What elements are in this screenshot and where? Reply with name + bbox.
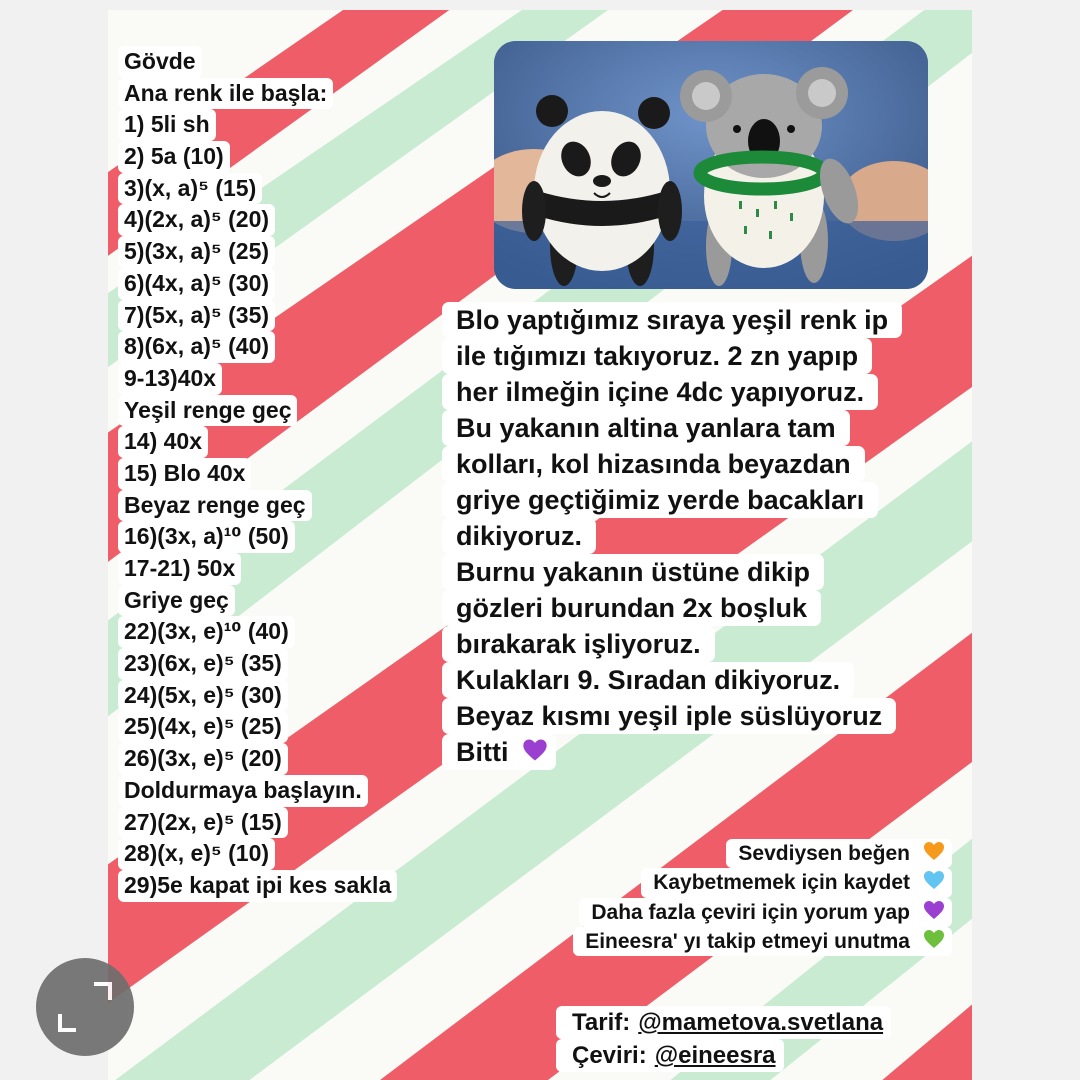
pattern-row-text: 6)(4x, a)⁵ (30) <box>118 268 275 300</box>
pattern-row <box>118 553 397 585</box>
pattern-row-text: 7)(5x, a)⁵ (35) <box>118 300 275 332</box>
recipe-handle-link[interactable]: @mametova.svetlana <box>638 1009 884 1036</box>
pattern-row <box>118 711 397 743</box>
translation-credit: Çeviri:@eineesra <box>556 1039 784 1072</box>
expand-button[interactable] <box>36 958 134 1056</box>
pattern-row <box>118 236 397 268</box>
pattern-row <box>118 458 397 490</box>
pattern-row <box>118 46 397 78</box>
pattern-row-text: 27)(2x, e)⁵ (15) <box>118 807 288 839</box>
cta-text: Daha fazla çeviri için yorum yap <box>585 898 916 927</box>
heart-icon <box>922 839 946 863</box>
pattern-row-text: 15) Blo 40x <box>118 458 251 490</box>
pattern-row-text: 14) 40x <box>118 426 208 458</box>
heart-icon <box>521 736 549 764</box>
pattern-row <box>118 870 397 902</box>
instructions-paragraph <box>442 302 902 770</box>
pattern-row-text: 24)(5x, e)⁵ (30) <box>118 680 288 712</box>
pattern-row <box>118 680 397 712</box>
cta-line <box>573 927 952 956</box>
instruction-text: Burnu yakanın üstüne dikip <box>449 554 817 590</box>
pattern-row <box>118 331 397 363</box>
pattern-row <box>118 426 397 458</box>
pattern-row <box>118 838 397 870</box>
heart-icon <box>922 927 946 951</box>
instruction-line <box>442 302 902 338</box>
pattern-row-text: 1) 5li sh <box>118 109 216 141</box>
heart-icon <box>922 898 946 922</box>
pattern-row <box>118 775 397 807</box>
instruction-text: Kulakları 9. Sıradan dikiyoruz. <box>449 662 847 698</box>
expand-corners-icon <box>36 958 134 1056</box>
cta-line <box>573 898 952 927</box>
instruction-text: her ilmeğin içine 4dc yapıyoruz. <box>449 374 871 410</box>
pattern-row-text: 17-21) 50x <box>118 553 241 585</box>
pattern-row-text: 9-13)40x <box>118 363 222 395</box>
pattern-row <box>118 141 397 173</box>
pattern-row <box>118 268 397 300</box>
instruction-text: gözleri burundan 2x boşluk <box>449 590 814 626</box>
cta-text: Sevdiysen beğen <box>732 839 916 868</box>
pattern-row-text: 2) 5a (10) <box>118 141 230 173</box>
instruction-text: Bu yakanın altina yanlara tam <box>449 410 843 446</box>
pattern-row-text: 22)(3x, e)¹⁰ (40) <box>118 616 295 648</box>
cta-line <box>573 868 952 897</box>
instruction-text: dikiyoruz. <box>449 518 589 554</box>
pattern-row <box>118 363 397 395</box>
instruction-line <box>442 374 902 410</box>
pattern-row <box>118 616 397 648</box>
pattern-row-text: Beyaz renge geç <box>118 490 312 522</box>
pattern-row <box>118 521 397 553</box>
pattern-row <box>118 585 397 617</box>
instruction-line <box>442 410 902 446</box>
instruction-line <box>442 482 902 518</box>
cta-text: Kaybetmemek için kaydet <box>647 868 916 897</box>
pattern-row-text: 23)(6x, e)⁵ (35) <box>118 648 288 680</box>
cta-text: Eineesra' yı takip etmeyi unutma <box>579 927 916 956</box>
pattern-row-text: 5)(3x, a)⁵ (25) <box>118 236 275 268</box>
instruction-line <box>442 338 902 374</box>
pattern-row-text: Yeşil renge geç <box>118 395 297 427</box>
pattern-row-text: 8)(6x, a)⁵ (40) <box>118 331 275 363</box>
instruction-text: Blo yaptığımız sıraya yeşil renk ip <box>449 302 895 338</box>
instruction-text: Beyaz kısmı yeşil iple süslüyoruz <box>449 698 889 734</box>
pattern-row <box>118 109 397 141</box>
pattern-row <box>118 490 397 522</box>
instruction-line <box>442 734 902 770</box>
pattern-row-text: 3)(x, a)⁵ (15) <box>118 173 262 205</box>
pattern-row-text: 25)(4x, e)⁵ (25) <box>118 711 288 743</box>
cta-line <box>573 839 952 868</box>
pattern-row <box>118 648 397 680</box>
pattern-row <box>118 204 397 236</box>
instruction-text: griye geçtiğimiz yerde bacakları <box>449 482 871 518</box>
instruction-line <box>442 446 902 482</box>
pattern-row <box>118 300 397 332</box>
instruction-line <box>442 662 902 698</box>
instruction-line <box>442 590 902 626</box>
instruction-line <box>442 698 902 734</box>
photo-illustration <box>494 41 928 289</box>
pattern-row <box>118 743 397 775</box>
instruction-line <box>442 518 902 554</box>
call-to-action-list <box>573 839 952 956</box>
heart-icon <box>922 868 946 892</box>
instruction-line <box>442 626 902 662</box>
pattern-row-text: Doldurmaya başlayın. <box>118 775 368 807</box>
pattern-row-text: 4)(2x, a)⁵ (20) <box>118 204 275 236</box>
instruction-text: Bitti <box>449 734 515 770</box>
pattern-row <box>118 78 397 110</box>
instruction-text: bırakarak işliyoruz. <box>449 626 708 662</box>
instruction-text: kolları, kol hizasında beyazdan <box>449 446 858 482</box>
pattern-row <box>118 173 397 205</box>
recipe-credit: Tarif:@mametova.svetlana <box>556 1006 891 1039</box>
instruction-text: ile tığımızı takıyoruz. 2 zn yapıp <box>449 338 865 374</box>
amigurumi-photo <box>494 41 928 289</box>
post-image <box>108 10 972 1080</box>
pattern-rows-list <box>118 46 397 902</box>
pattern-row-text: 16)(3x, a)¹⁰ (50) <box>118 521 295 553</box>
translation-handle-link[interactable]: @eineesra <box>654 1042 776 1069</box>
pattern-row-text: Gövde <box>118 46 202 78</box>
credits-block <box>556 1006 891 1072</box>
pattern-row-text: Griye geç <box>118 585 235 617</box>
pattern-row <box>118 807 397 839</box>
pattern-row-text: 28)(x, e)⁵ (10) <box>118 838 275 870</box>
instruction-line <box>442 554 902 590</box>
pattern-row-text: Ana renk ile başla: <box>118 78 333 110</box>
pattern-row <box>118 395 397 427</box>
pattern-row-text: 29)5e kapat ipi kes sakla <box>118 870 397 902</box>
pattern-row-text: 26)(3x, e)⁵ (20) <box>118 743 288 775</box>
